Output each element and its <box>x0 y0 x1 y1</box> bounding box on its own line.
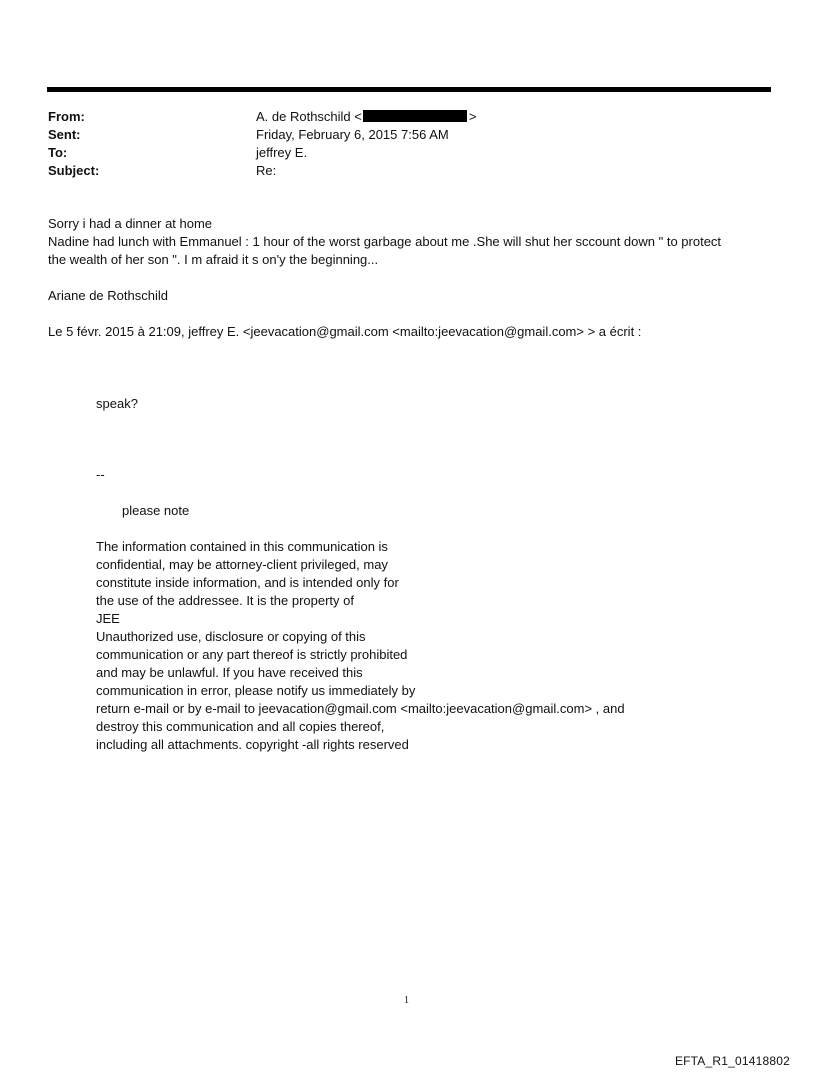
to-value: jeffrey E. <box>256 145 308 160</box>
from-value <box>256 107 476 126</box>
from-close: > <box>468 109 477 124</box>
disclaimer-line-11: destroy this communication and all copies thereof, <box>96 719 385 734</box>
disclaimer-line-3: constitute inside information, and is intended only for <box>96 575 399 590</box>
from-label: From: <box>48 109 85 124</box>
quoted-separator: -- <box>96 467 105 482</box>
body-line-1: Sorry i had a dinner at home <box>48 216 213 231</box>
disclaimer-line-5: JEE <box>96 611 120 626</box>
signature: Ariane de Rothschild <box>48 288 168 303</box>
redacted-email <box>363 110 467 122</box>
disclaimer-line-9: communication in error, please notify us immediately by <box>96 683 416 698</box>
disclaimer-line-4: the use of the addressee. It is the property of <box>96 593 354 608</box>
disclaimer-line-6: Unauthorized use, disclosure or copying of this <box>96 629 366 644</box>
disclaimer-line-12: including all attachments. copyright -all rights reserved <box>96 737 409 752</box>
subject-value: Re: <box>256 163 277 178</box>
quoted-speak: speak? <box>96 396 138 411</box>
sent-label: Sent: <box>48 127 81 142</box>
document-id: EFTA_R1_01418802 <box>674 1054 790 1068</box>
page-number: 1 <box>404 995 409 1006</box>
body-line-2: Nadine had lunch with Emmanuel : 1 hour of the worst garbage about me .She will shut her sccount down " to protect <box>48 234 722 249</box>
quote-header: Le 5 févr. 2015 à 21:09, jeffrey E. <jeevacation@gmail.com <mailto:jeevacation@gmail.com> > a écrit : <box>48 324 642 339</box>
quoted-please-note: please note <box>122 503 190 518</box>
disclaimer-line-2: confidential, may be attorney-client privileged, may <box>96 557 388 572</box>
disclaimer-line-1: The information contained in this communication is <box>96 539 388 554</box>
disclaimer-line-10: return e-mail or by e-mail to jeevacation@gmail.com <mailto:jeevacation@gmail.com> , and <box>96 701 625 716</box>
sent-value: Friday, February 6, 2015 7:56 AM <box>256 127 449 142</box>
disclaimer-line-8: and may be unlawful. If you have received this <box>96 665 363 680</box>
disclaimer-line-7: communication or any part thereof is strictly prohibited <box>96 647 408 662</box>
header-divider <box>47 87 771 92</box>
body-line-3: the wealth of her son ". I m afraid it s on'y the beginning... <box>48 252 379 267</box>
to-label: To: <box>48 145 68 160</box>
from-name: A. de Rothschild < <box>256 109 362 124</box>
subject-label: Subject: <box>48 163 100 178</box>
